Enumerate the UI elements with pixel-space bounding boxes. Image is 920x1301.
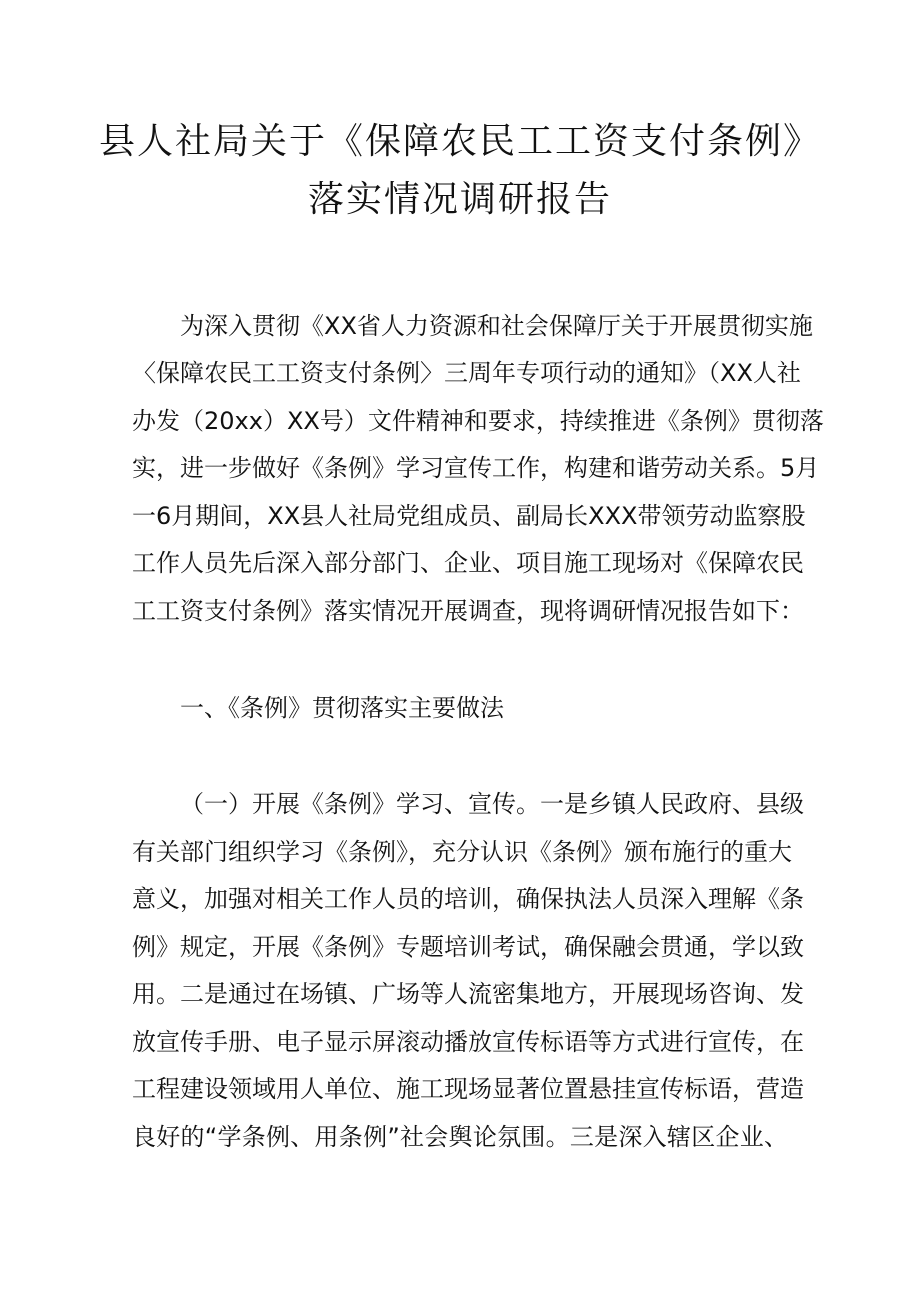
body-line: 例》规定，开展《条例》专题培训考试，确保融会贯通，学以致 — [132, 933, 804, 961]
body-line: 意义，加强对相关工作人员的培训，确保执法人员深入理解《条 — [132, 885, 804, 913]
document-title-line-1: 县人社局关于《保障农民工工资支付条例》 — [98, 121, 821, 162]
document-title-line-2: 落实情况调研报告 — [307, 179, 612, 220]
intro-line: 工工资支付条例》落实情况开展调查，现将调研情况报告如下： — [132, 597, 804, 625]
intro-line: 〈保障农民工工资支付条例〉三周年专项行动的通知》（XX人社 — [132, 359, 801, 387]
body-line: （一）开展《条例》学习、宣传。一是乡镇人民政府、县级 — [180, 790, 804, 818]
body-line: 工程建设领域用人单位、施工现场显著位置悬挂宣传标语，营造 — [132, 1075, 804, 1103]
section-heading: 一、《条例》贯彻落实主要做法 — [180, 694, 504, 722]
body-line: 放宣传手册、电子显示屏滚动播放宣传标语等方式进行宣传，在 — [132, 1028, 804, 1056]
intro-line: 一6月期间，XX县人社局党组成员、副局长XXX带领劳动监察股 — [132, 502, 806, 530]
intro-line: 为深入贯彻《XX省人力资源和社会保障厅关于开展贯彻实施 — [180, 312, 813, 340]
body-line: 良好的“学条例、用条例”社会舆论氛围。三是深入辖区企业、 — [132, 1123, 788, 1151]
intro-line: 办发（20xx）XX号）文件精神和要求，持续推进《条例》贯彻落 — [132, 407, 824, 435]
intro-line: 实，进一步做好《条例》学习宣传工作，构建和谐劳动关系。5月 — [132, 454, 820, 482]
intro-line: 工作人员先后深入部分部门、企业、项目施工现场对《保障农民 — [132, 549, 804, 577]
body-line: 有关部门组织学习《条例》，充分认识《条例》颁布施行的重大 — [132, 838, 792, 866]
body-line: 用。二是通过在场镇、广场等人流密集地方，开展现场咨询、发 — [132, 980, 804, 1008]
